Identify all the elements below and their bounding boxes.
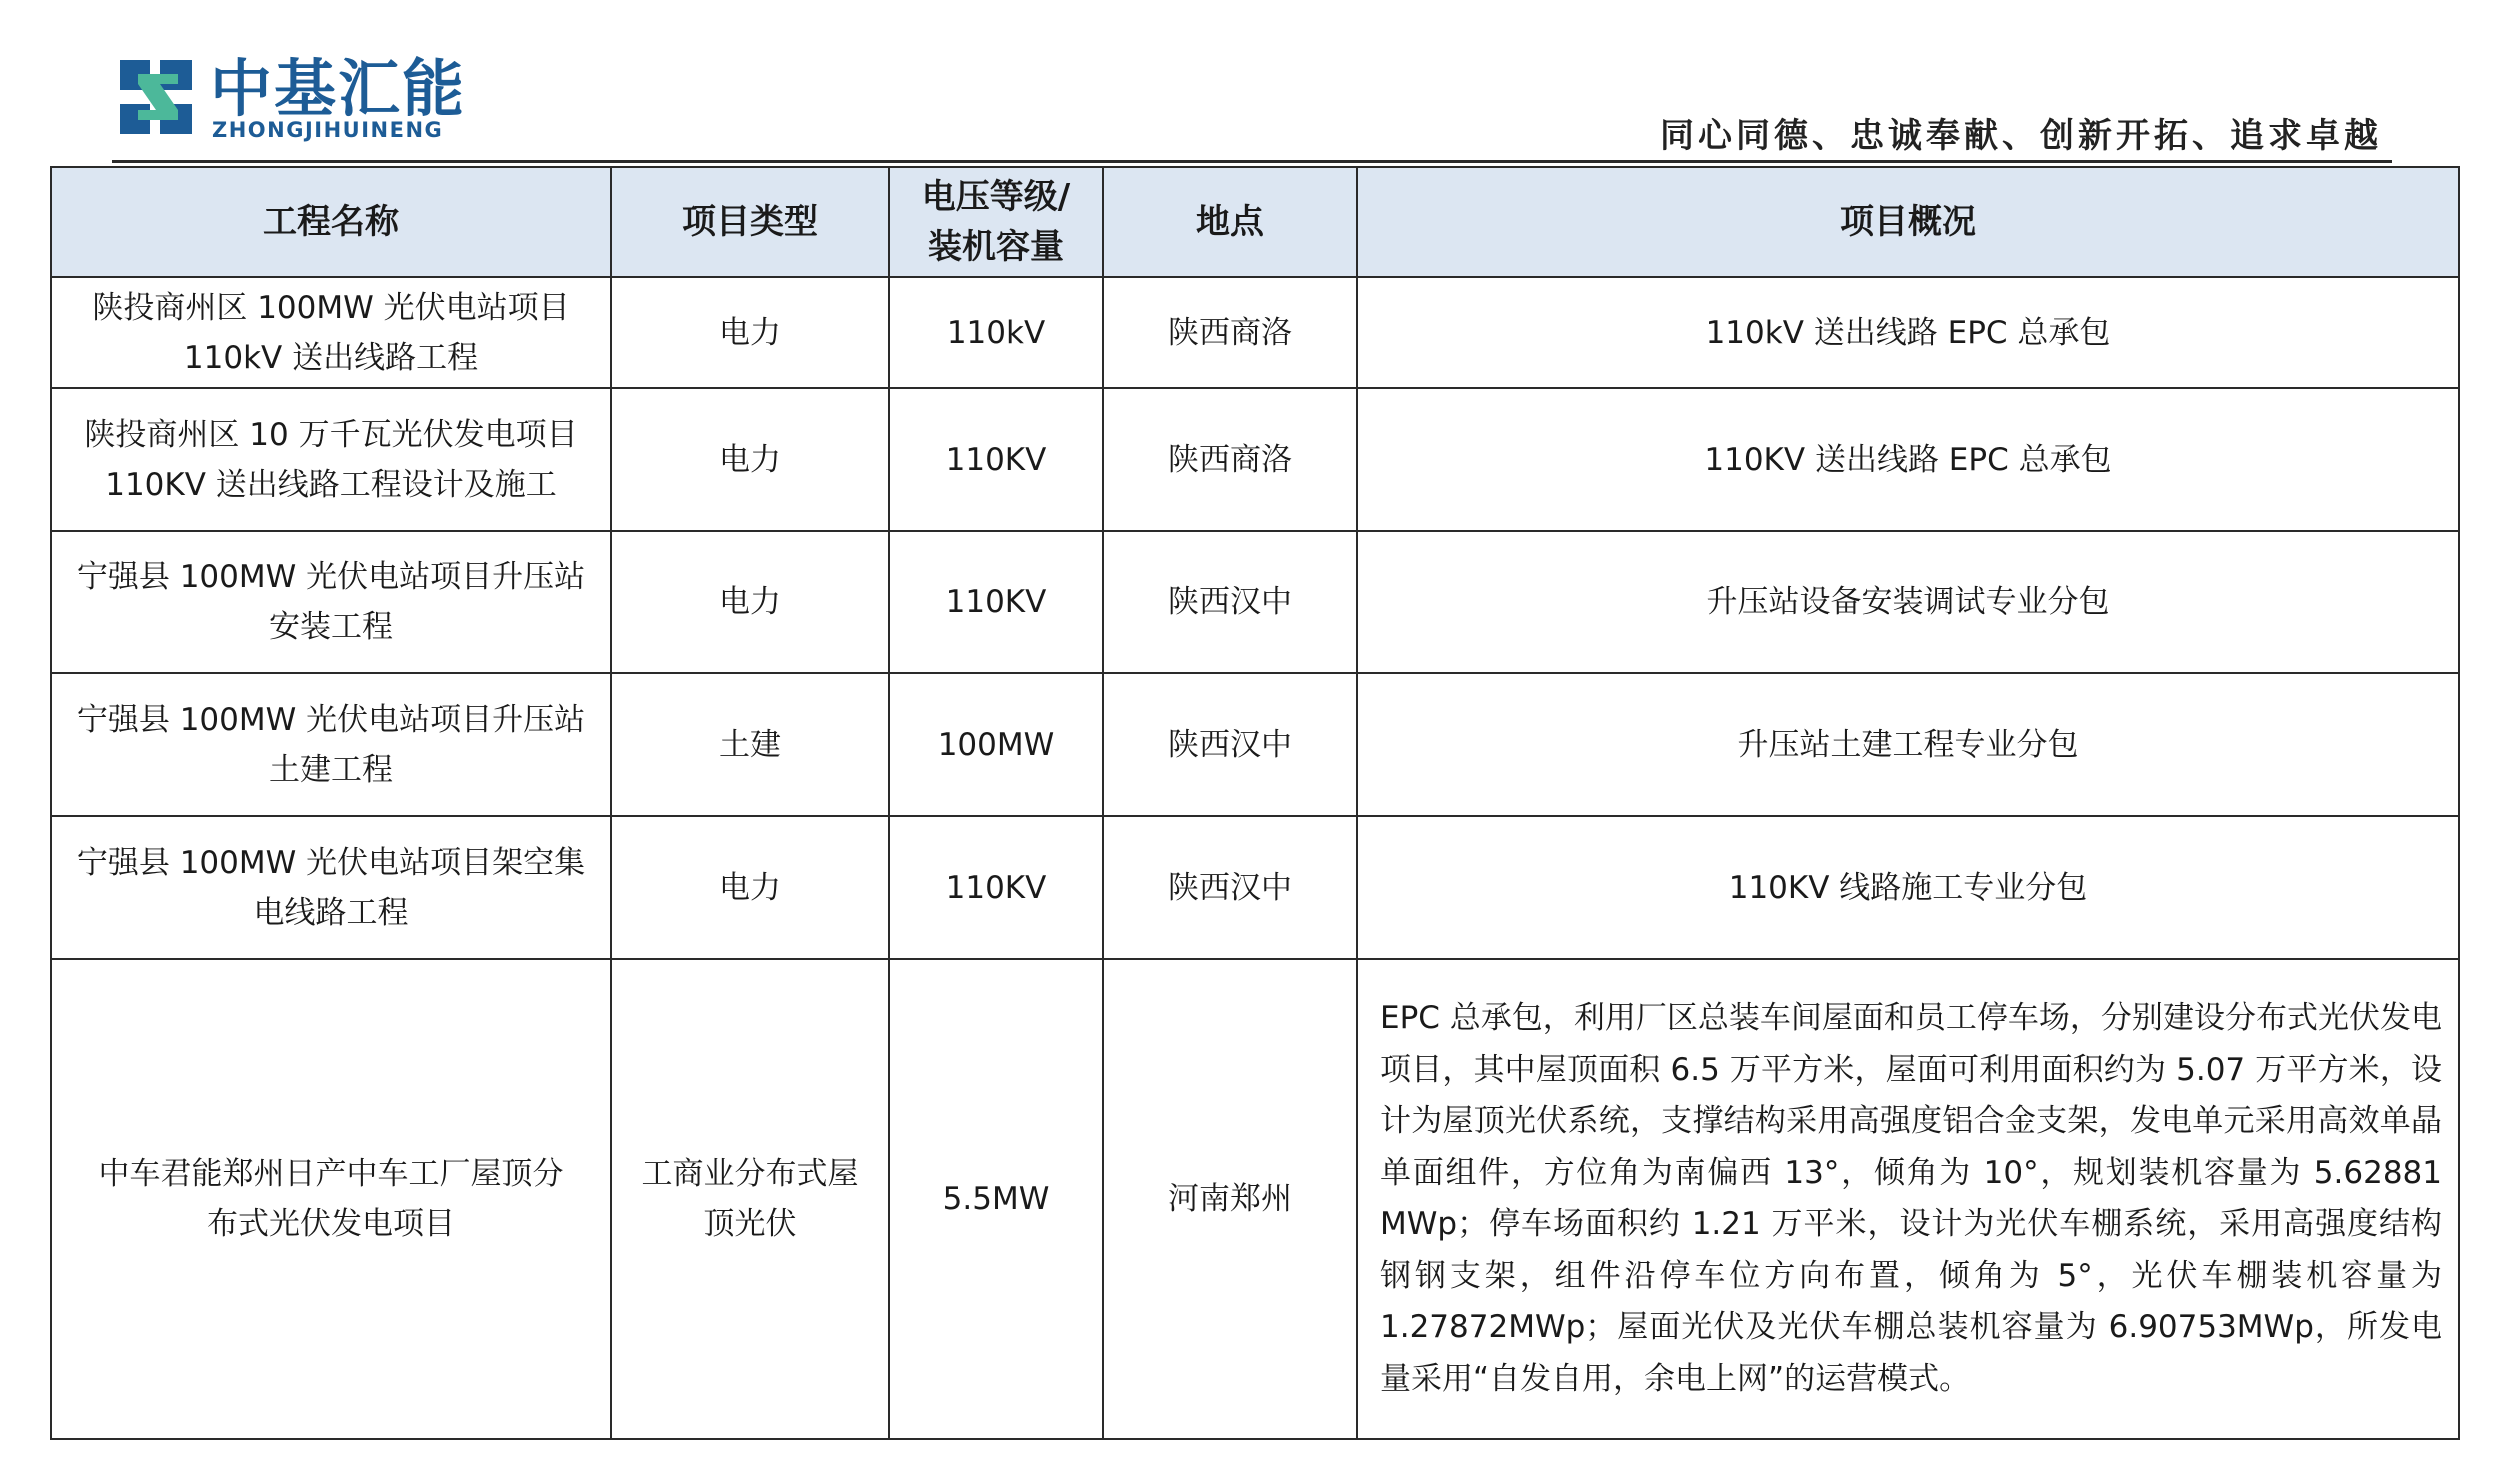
cell-name: 中车君能郑州日产中车工厂屋顶分 布式光伏发电项目 (51, 959, 611, 1439)
logo-mark-icon (120, 60, 192, 134)
cell-summary: 110KV 线路施工专业分包 (1357, 816, 2459, 959)
cell-location: 陕西汉中 (1103, 531, 1357, 673)
table-row (51, 959, 2459, 1439)
cell-type: 电力 (611, 816, 889, 959)
cell-summary: 110kV 送出线路 EPC 总承包 (1357, 277, 2459, 388)
cell-type: 电力 (611, 388, 889, 531)
column-header-name: 工程名称 (51, 167, 611, 277)
table-row (51, 388, 2459, 531)
cell-summary: 升压站设备安装调试专业分包 (1357, 531, 2459, 673)
header-divider (112, 160, 2392, 163)
cell-type: 工商业分布式屋 顶光伏 (611, 959, 889, 1439)
cell-type: 土建 (611, 673, 889, 816)
cell-type: 电力 (611, 277, 889, 388)
cell-location: 陕西汉中 (1103, 816, 1357, 959)
cell-name: 陕投商州区 10 万千瓦光伏发电项目 110KV 送出线路工程设计及施工 (51, 388, 611, 531)
column-header-voltage: 电压等级/ 装机容量 (889, 167, 1103, 277)
table-row (51, 816, 2459, 959)
cell-location: 河南郑州 (1103, 959, 1357, 1439)
cell-name: 宁强县 100MW 光伏电站项目升压站 土建工程 (51, 673, 611, 816)
cell-summary: EPC 总承包，利用厂区总装车间屋面和员工停车场，分别建设分布式光伏发电项目，其中屋顶面积 6.5 万平方米，屋面可利用面积约为 5.07 万平方米，设计为屋顶光伏系统，支撑结构采用高强度铝合金支架，发电单元采用高效单晶单面组件，方位角为南偏西 13°，倾角为 10°，规划装机容量为 5.62881 MWp；停车场面积约 1.21 万平米，设计为光伏车棚系统，采用高强度结构钢钢支架，组件沿停车位方向布置，倾角为 5°，光伏车棚装机容量为 1.27872MWp；屋面光伏及光伏车棚总装机容量为 6.90753MWp，所发电量采用“自发自用，余电上网”的运营模式。 (1357, 959, 2459, 1439)
column-header-location: 地点 (1103, 167, 1357, 277)
cell-voltage: 110kV (889, 277, 1103, 388)
column-header-summary: 项目概况 (1357, 167, 2459, 277)
logo-chinese-name: 中基汇能 (210, 52, 467, 125)
cell-location: 陕西商洛 (1103, 388, 1357, 531)
cell-voltage: 5.5MW (889, 959, 1103, 1439)
cell-voltage: 110KV (889, 531, 1103, 673)
cell-summary: 110KV 送出线路 EPC 总承包 (1357, 388, 2459, 531)
cell-location: 陕西汉中 (1103, 673, 1357, 816)
page-header (0, 0, 2500, 170)
cell-voltage: 100MW (889, 673, 1103, 816)
table-row (51, 531, 2459, 673)
cell-name: 陕投商州区 100MW 光伏电站项目 110kV 送出线路工程 (51, 277, 611, 388)
cell-summary: 升压站土建工程专业分包 (1357, 673, 2459, 816)
column-header-type: 项目类型 (611, 167, 889, 277)
logo-english-name: ZHONGJIHUINENG (212, 118, 444, 142)
cell-location: 陕西商洛 (1103, 277, 1357, 388)
table-row (51, 277, 2459, 388)
cell-voltage: 110KV (889, 388, 1103, 531)
company-logo (120, 52, 467, 146)
table-header-row (51, 167, 2459, 277)
cell-name: 宁强县 100MW 光伏电站项目架空集 电线路工程 (51, 816, 611, 959)
project-table (50, 166, 2460, 1440)
company-slogan: 同心同德、忠诚奉献、创新开拓、追求卓越 (1660, 116, 2382, 156)
cell-type: 电力 (611, 531, 889, 673)
cell-voltage: 110KV (889, 816, 1103, 959)
cell-name: 宁强县 100MW 光伏电站项目升压站 安装工程 (51, 531, 611, 673)
table-row (51, 673, 2459, 816)
